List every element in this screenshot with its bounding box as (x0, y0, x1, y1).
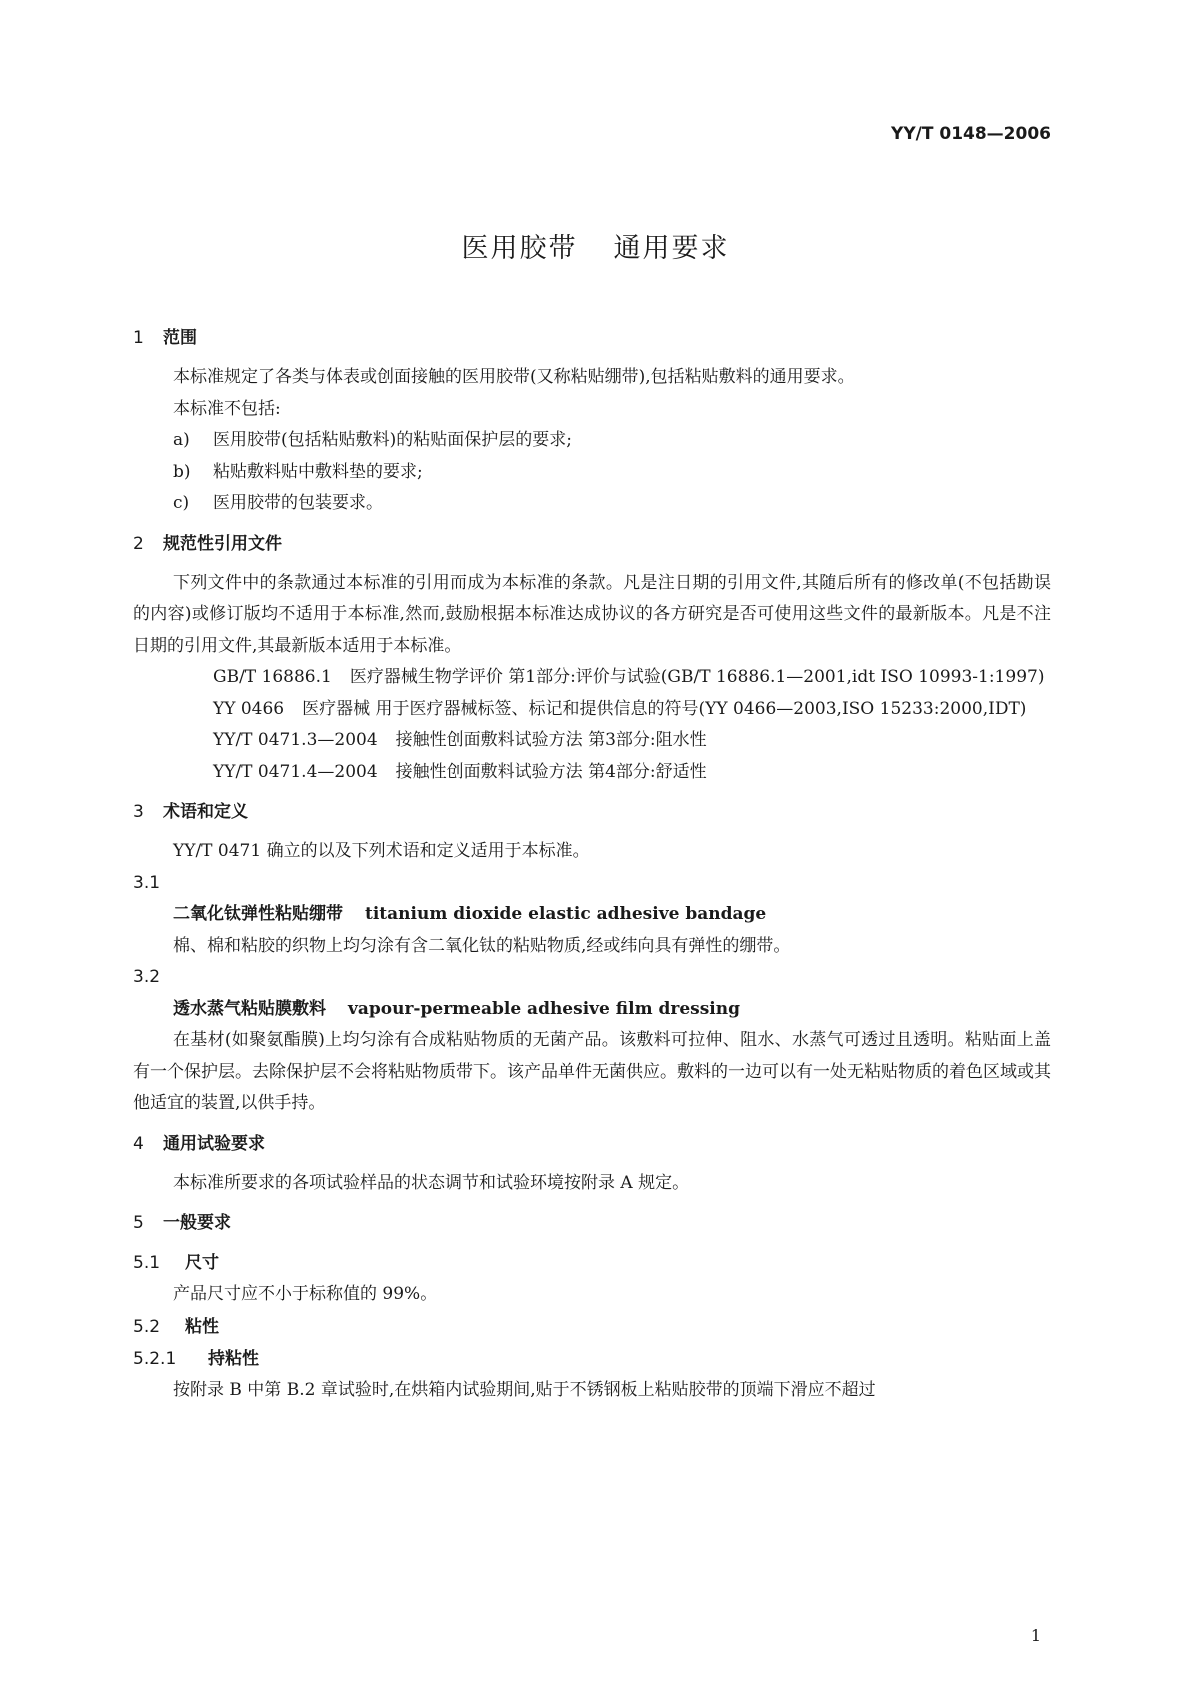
paragraph: 本标准所要求的各项试验样品的状态调节和试验环境按附录 A 规定。 (173, 1172, 690, 1193)
paragraph: 本标准不包括: (173, 398, 281, 419)
paragraph: 本标准规定了各类与体表或创面接触的医用胶带(又称粘贴绷带),包括粘贴敷料的通用要求。 (173, 367, 855, 387)
page-number: 1 (1030, 1626, 1041, 1645)
section-number: 5 (133, 1213, 144, 1233)
list-text: 医用胶带的包装要求。 (213, 493, 383, 513)
section-title: 范围 (163, 328, 197, 348)
term-chinese: 透水蒸气粘贴膜敷料 (173, 998, 326, 1019)
subsection-number: 5.2 (133, 1316, 161, 1337)
list-text: 医用胶带(包括粘贴敷料)的粘贴面保护层的要求; (213, 430, 572, 450)
section-number: 2 (133, 533, 144, 554)
term-chinese: 二氧化钛弹性粘贴绷带 (173, 904, 343, 924)
reference-title: 医疗器械 用于医疗器械标签、标记和提供信息的符号(YY 0466—2003,ISO 15233:2000,IDT) (302, 698, 1027, 719)
list-marker: a) (173, 430, 190, 450)
term-english: vapour-permeable adhesive film dressing (348, 998, 740, 1019)
section-number: 3 (133, 802, 144, 822)
list-marker: c) (173, 493, 190, 513)
paragraph: 下列文件中的条款通过本标准的引用而成为本标准的条款。凡是注日期的引用文件,其随后所有的修改单(不包括勘误的内容)或修订版均不适用于本标准,然而,鼓励根据本标准达成协议的各方研究是否可使用这些文件的最新版本。凡是不注日期的引用文件,其最新版本适用于本标准。 (133, 572, 1051, 656)
reference-item (133, 757, 1051, 789)
section-3-heading (133, 796, 1051, 828)
subsection-number: 5.2.1 (133, 1348, 177, 1369)
reference-title: 医疗器械生物学评价 第1部分:评价与试验(GB/T 16886.1—2001,idt ISO 10993-1:1997) (349, 667, 1045, 687)
section-5-heading (133, 1207, 1051, 1239)
term-english: titanium dioxide elastic adhesive bandage (365, 904, 767, 924)
reference-title: 接触性创面敷料试验方法 第3部分:阻水性 (395, 730, 707, 750)
reference-code: YY/T 0471.4—2004 (213, 761, 378, 782)
document-title (0, 226, 1191, 265)
list-item (133, 425, 1051, 457)
subsection-5-1-heading (133, 1247, 1051, 1279)
term-number: 3.2 (133, 967, 161, 987)
list-item (133, 488, 1051, 520)
section-title: 通用试验要求 (163, 1133, 265, 1154)
title-part-1: 医用胶带 (461, 233, 578, 264)
section-title: 术语和定义 (163, 802, 248, 822)
term-heading (133, 994, 1051, 1026)
section-2-heading (133, 528, 1051, 560)
section-title: 规范性引用文件 (163, 533, 282, 554)
reference-code: YY/T 0471.3—2004 (213, 730, 378, 750)
section-number: 1 (133, 328, 144, 348)
reference-item (133, 662, 1051, 694)
paragraph: 按附录 B 中第 B.2 章试验时,在烘箱内试验期间,贴于不锈钢板上粘贴胶带的顶端下滑应不超过 (173, 1379, 876, 1400)
section-4-heading (133, 1128, 1051, 1160)
reference-code: GB/T 16886.1 (213, 667, 332, 687)
term-number: 3.1 (133, 872, 161, 893)
document-body (133, 322, 1051, 1406)
subsection-number: 5.1 (133, 1253, 161, 1273)
subsection-5-2-1-heading (133, 1343, 1051, 1375)
subsection-title: 尺寸 (185, 1253, 219, 1273)
standard-number: YY/T 0148—2006 (891, 124, 1051, 144)
paragraph: 产品尺寸应不小于标称值的 99%。 (173, 1284, 438, 1304)
term-definition: 棉、棉和粘胶的织物上均匀涂有含二氧化钛的粘贴物质,经或纬向具有弹性的绷带。 (173, 935, 791, 956)
list-marker: b) (173, 461, 191, 482)
section-number: 4 (133, 1133, 144, 1154)
subsection-title: 粘性 (185, 1316, 219, 1337)
term-definition: 在基材(如聚氨酯膜)上均匀涂有合成粘贴物质的无菌产品。该敷料可拉伸、阻水、水蒸气可透过且透明。粘贴面上盖有一个保护层。去除保护层不会将粘贴物质带下。该产品单件无菌供应。敷料的一边可以有一处无粘贴物质的着色区域或其他适宜的装置,以供手持。 (133, 1030, 1051, 1113)
list-text: 粘贴敷料贴中敷料垫的要求; (213, 461, 423, 482)
reference-code: YY 0466 (213, 698, 285, 719)
term-heading (133, 899, 1051, 931)
reference-item (133, 694, 1051, 726)
title-part-2: 通用要求 (613, 233, 730, 264)
section-1-heading (133, 322, 1051, 354)
subsection-title: 持粘性 (208, 1348, 259, 1369)
subsection-5-2-heading (133, 1311, 1051, 1343)
section-title: 一般要求 (163, 1213, 231, 1233)
list-item (133, 457, 1051, 489)
reference-title: 接触性创面敷料试验方法 第4部分:舒适性 (395, 761, 707, 782)
reference-item (133, 725, 1051, 757)
paragraph: YY/T 0471 确立的以及下列术语和定义适用于本标准。 (173, 841, 590, 861)
